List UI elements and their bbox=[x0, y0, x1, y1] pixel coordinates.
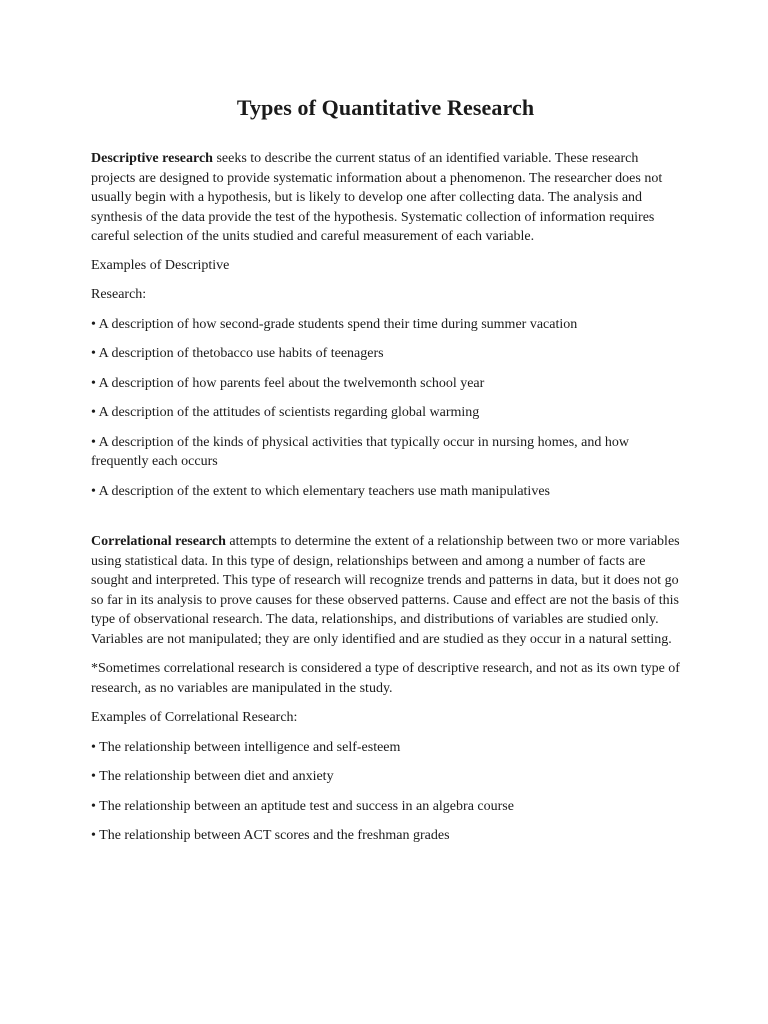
descriptive-term: Descriptive research bbox=[91, 151, 213, 166]
correlational-examples-list bbox=[91, 738, 680, 846]
list-item: • The relationship between ACT scores and the freshman grades bbox=[91, 828, 450, 843]
list-item: • The relationship between an aptitude test and success in an algebra course bbox=[91, 798, 514, 814]
correlational-examples-label: Examples of Correlational Research: bbox=[91, 710, 298, 725]
correlational-note: *Sometimes correlational research is considered a type of descriptive research, and not as its own type of research, as no variables are manipulated in the study. bbox=[91, 661, 680, 696]
descriptive-paragraph bbox=[91, 149, 680, 247]
list-item: • The relationship between intelligence and self-esteem bbox=[91, 739, 401, 755]
list-item: • A description of how second-grade students spend their time during summer vacation bbox=[91, 316, 578, 332]
document-title: Types of Quantitative Research bbox=[236, 95, 535, 120]
list-item: • A description of the extent to which elementary teachers use math manipulatives bbox=[91, 483, 550, 499]
list-item: • A description of how parents feel about the twelvemonth school year bbox=[91, 375, 485, 391]
list-item: • A description of thetobacco use habits of teenagers bbox=[91, 346, 384, 361]
correlational-body: attempts to determine the extent of a relationship between two or more variables using statistical data. In this type of design, relationships between and among a number of facts are sought and interpreted. This type of research will recognize trends and patterns in data, but it does not go so far in its analysis to prove causes for these observed patterns. Cause and effect are not the basis of this type of observational research. The data, relationships, and distributions of variables are studied only. Variables are not manipulated; they are only identified and are studied as they occur in a natural setting. bbox=[91, 534, 680, 647]
correlational-paragraph bbox=[91, 532, 680, 649]
descriptive-examples-label-2: Research: bbox=[91, 287, 147, 302]
list-item: • A description of the attitudes of scientists regarding global warming bbox=[91, 405, 480, 420]
list-item: • The relationship between diet and anxiety bbox=[91, 769, 334, 784]
correlational-term: Correlational research bbox=[91, 534, 226, 549]
descriptive-examples-label-1: Examples of Descriptive bbox=[91, 257, 230, 273]
descriptive-examples-list bbox=[91, 315, 680, 502]
descriptive-body: seeks to describe the current status of an identified variable. These research projects are designed to provide systematic information about a phenomenon. The researcher does not usually begin with a hypothesis, but is likely to develop one after collecting data. The analysis and synthesis of the data provide the test of the hypothesis. Systematic collection of information requires careful selection of the units studied and careful measurement of each variable. bbox=[91, 151, 663, 244]
list-item: • A description of the kinds of physical activities that typically occur in nursing homes, and how frequently each occurs bbox=[91, 434, 629, 469]
